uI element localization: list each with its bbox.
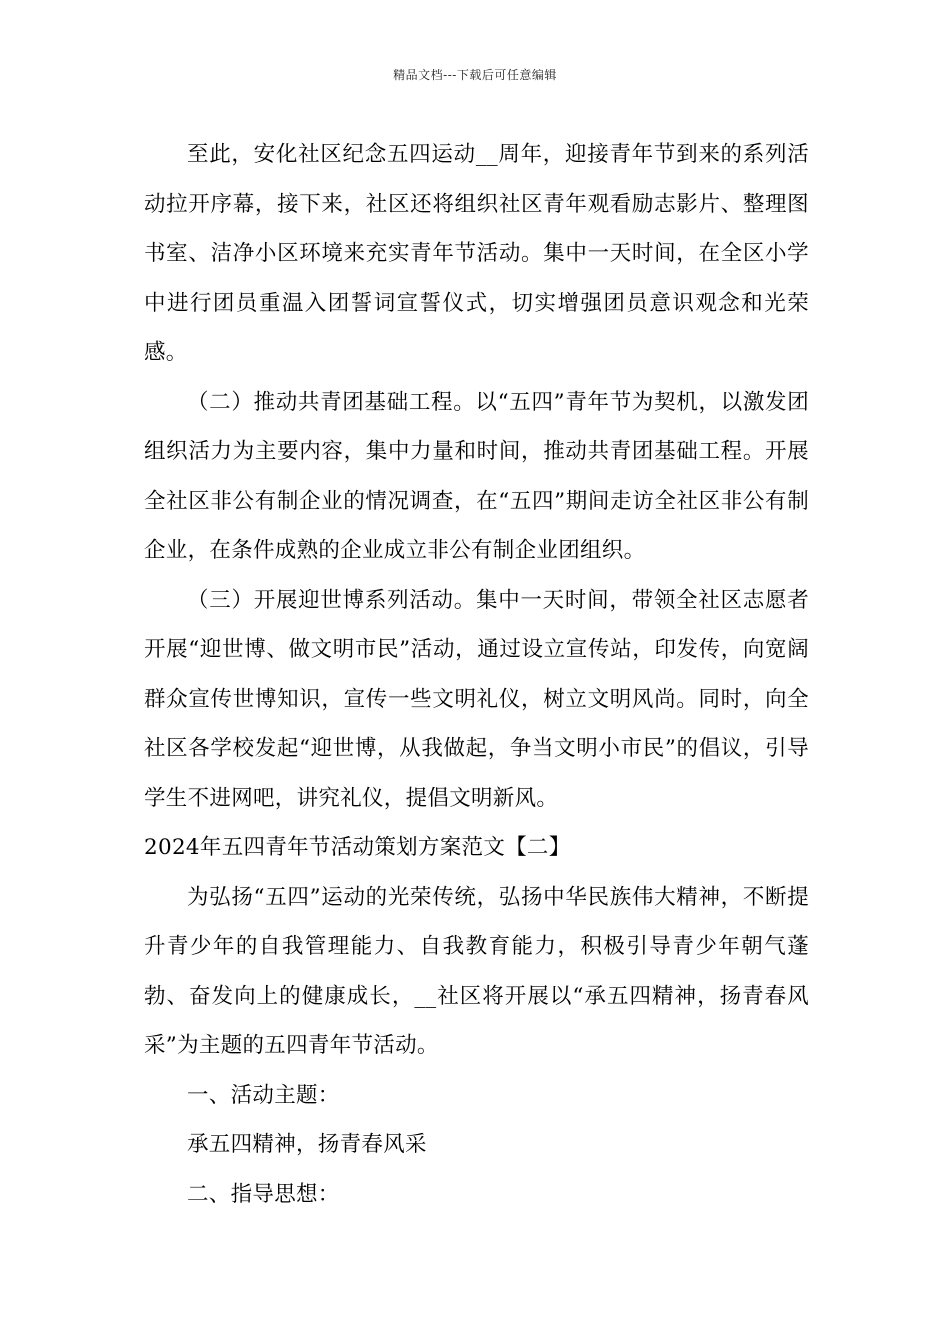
subheading-guiding-thought: 二、指导思想： — [187, 1181, 340, 1207]
document-body — [144, 130, 809, 1219]
paragraph-intro: 为弘扬“五四”运动的光荣传统，弘扬中华民族伟大精神，不断提升青少年的自我管理能力、自我教育能力，积极引导青少年朝气蓬勃、奋发向上的健康成长，__社区将开展以“承五四精神，扬青春风采”为主题的五四青年节活动。 — [144, 884, 809, 1058]
section-heading: 2024年五四青年节活动策划方案范文【二】 — [144, 835, 571, 860]
paragraph-closing-series: 至此，安化社区纪念五四运动__周年，迎接青年节到来的系列活动拉开序幕，接下来，社区还将组织社区青年观看励志影片、整理图书室、洁净小区环境来充实青年节活动。集中一天时间，在全区小学中进行团员重温入团誓词宣誓仪式，切实增强团员意识观念和光荣感。 — [144, 142, 809, 365]
subheading-theme: 一、活动主题： — [187, 1082, 340, 1108]
paragraph-item-two: （二）推动共青团基础工程。以“五四”青年节为契机，以激发团组织活力为主要内容，集中力量和时间，推动共青团基础工程。开展全社区非公有制企业的情况调查，在“五四”期间走访全社区非公有制企业，在条件成熟的企业成立非公有制企业团组织。 — [144, 389, 809, 563]
paragraph-item-three: （三）开展迎世博系列活动。集中一天时间，带领全社区志愿者开展“迎世博、做文明市民”活动，通过设立宣传站，印发传，向宽阔群众宣传世博知识，宣传一些文明礼仪，树立文明风尚。同时，向全社区各学校发起“迎世博，从我做起，争当文明小市民”的倡议，引导学生不进网吧，讲究礼仪，提倡文明新风。 — [144, 587, 809, 811]
theme-text: 承五四精神，扬青春风采 — [187, 1132, 427, 1157]
page-header: 精品文档---下载后可任意编辑 — [393, 68, 557, 82]
